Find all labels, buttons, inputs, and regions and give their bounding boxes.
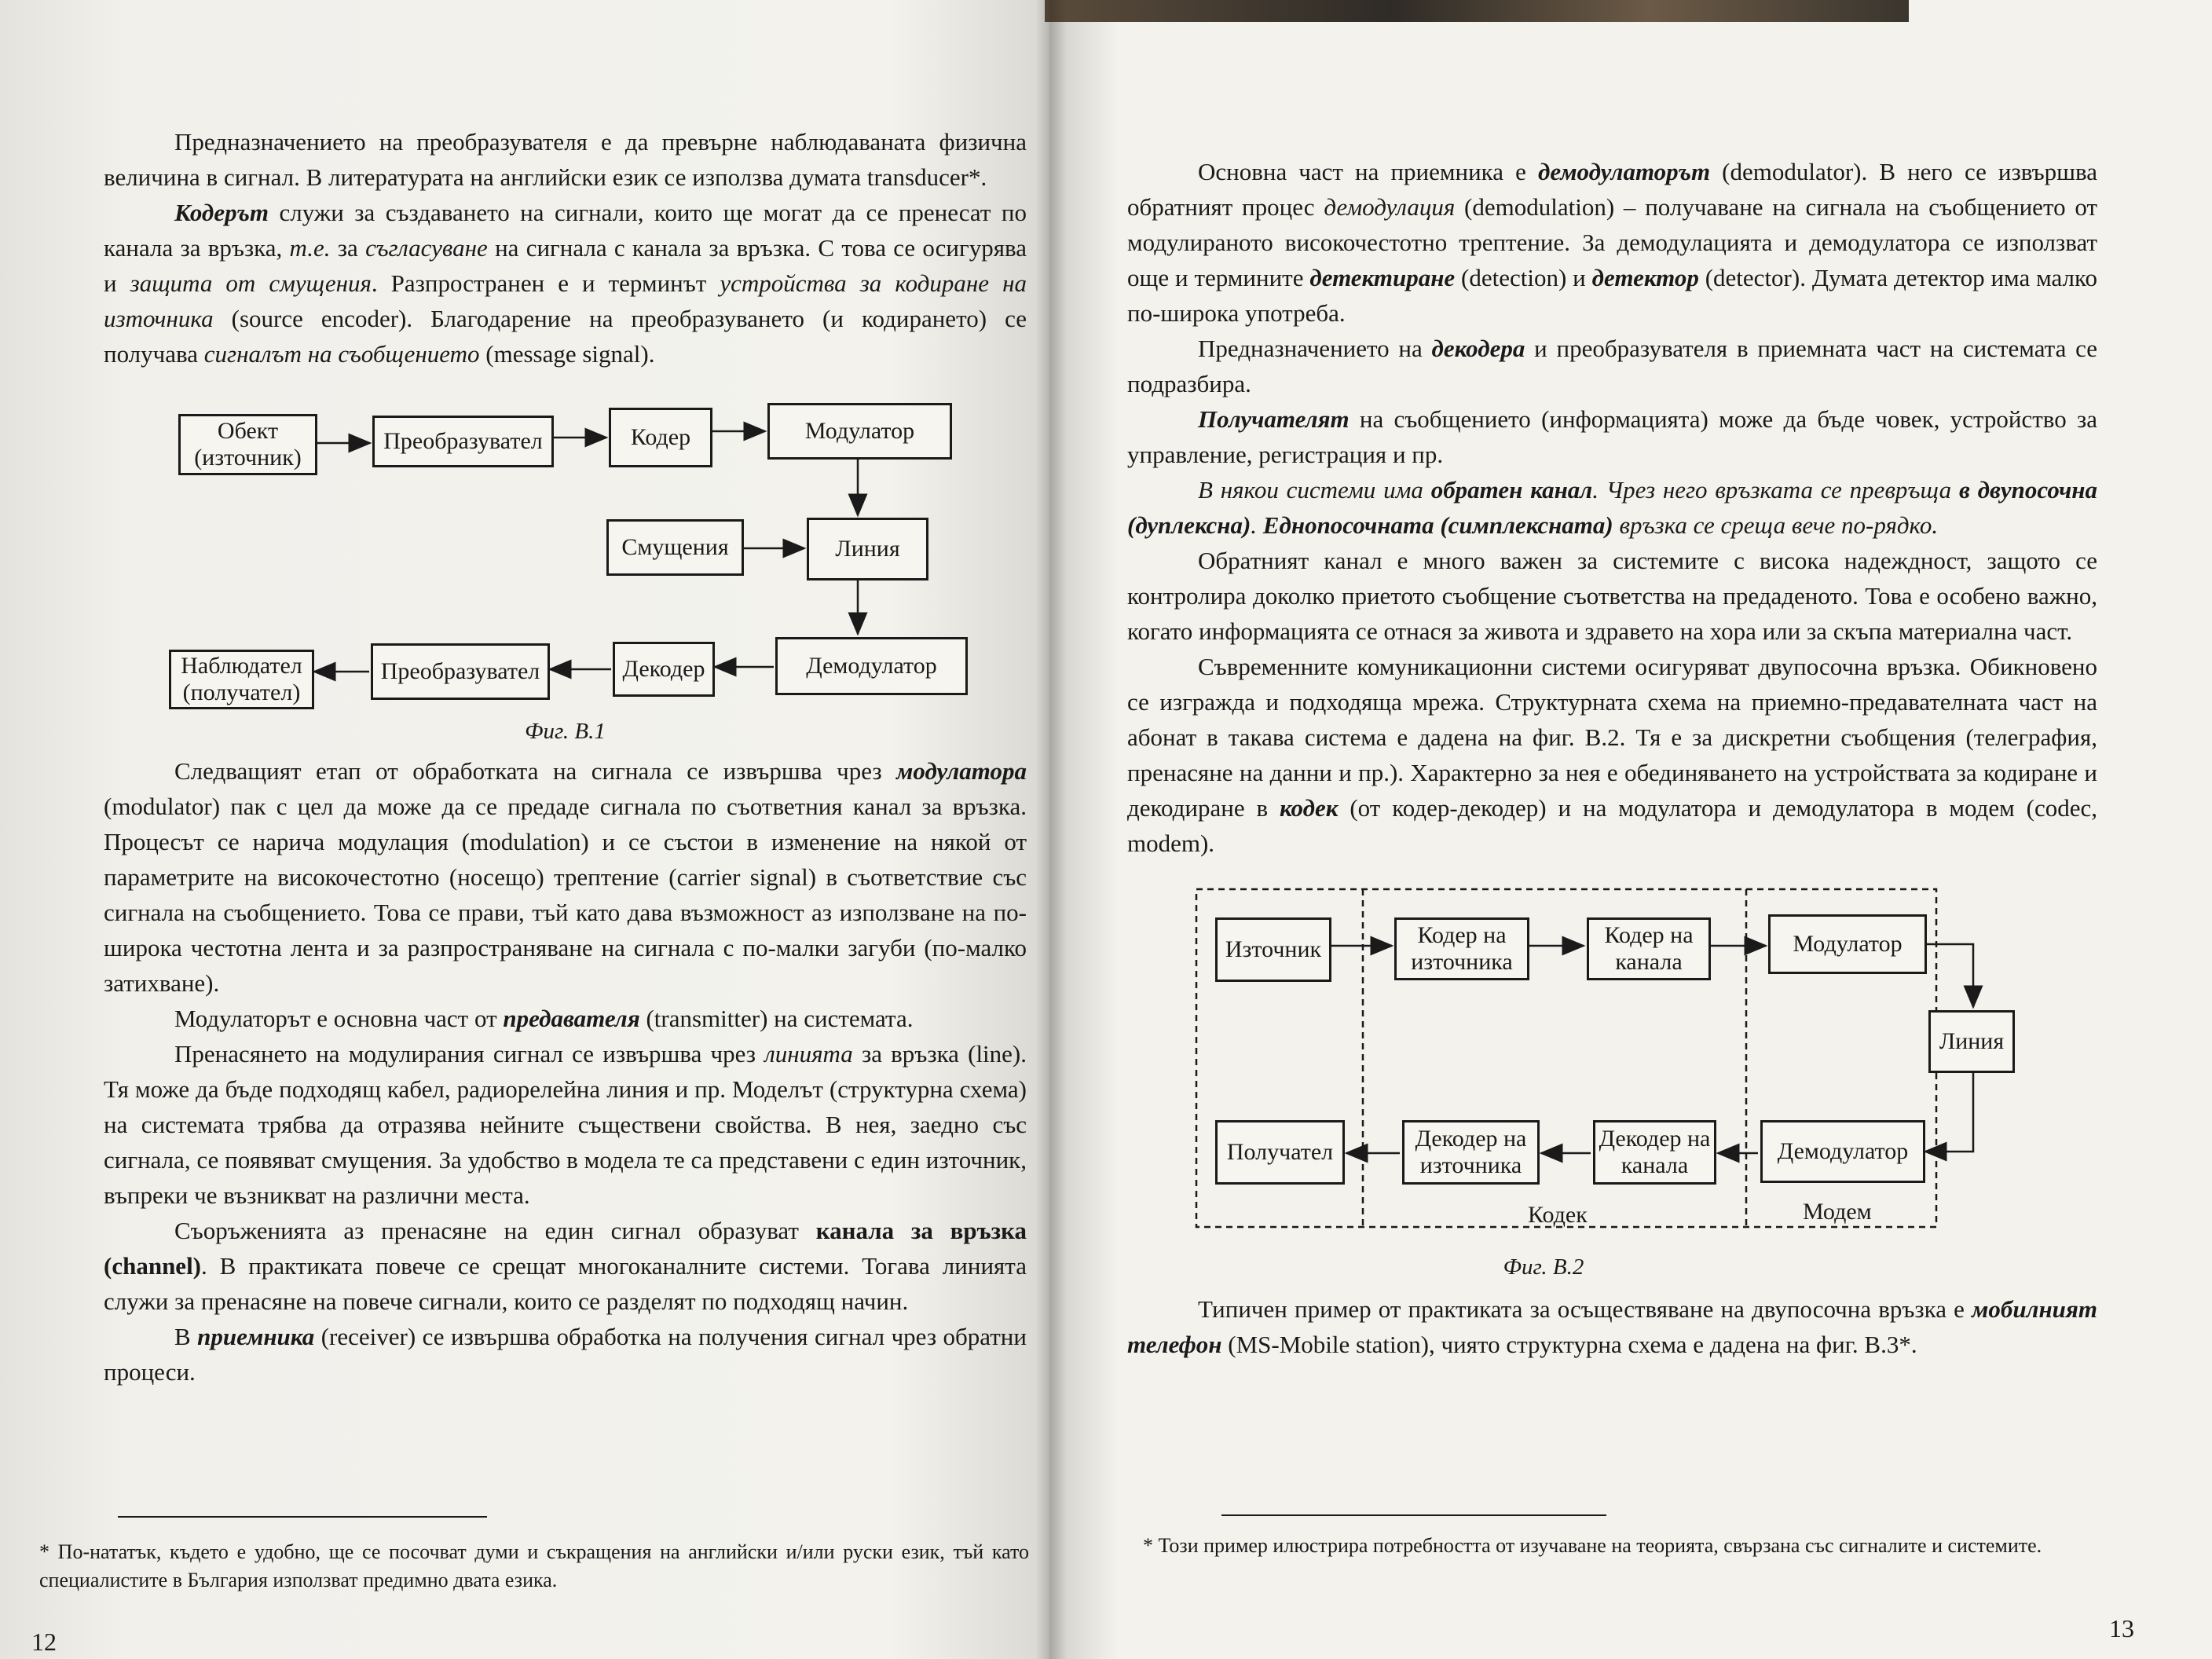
paragraph-modern-systems: Съвременните комуникационни системи осигуряват двупосочна връзка. Обикновено се изгражда и подходяща мрежа. Структурната схема на приемно-предавателната част на абонат в такава система е дадена на фиг. В.2. Тя е за дискретни съобщения (телеграфия, пренасяне на данни и пр.). Характерно за нея е обединяването на устройствата за кодиране и декодиране в кодек (от кодер-декодер) и на модулатора и демодулатора в модем (codec, modem). [1127, 653, 2098, 857]
paragraph-mobile-phone: Типичен пример от практиката за осъществяване на двупосочна връзка е мобилният телефон (MS-Mobile station), чиято структурна схема е дадена на фиг. В.3*. [1127, 1295, 2097, 1358]
box-disturbances: Смущения [606, 519, 744, 576]
box-source-coder: Кодер на източника [1394, 917, 1529, 980]
paragraph-decoder: Предназначението на декодера и преобразувателя в приемната част на системата се подразбира. [1127, 335, 2097, 397]
figure-b2-caption: Фиг. В.2 [1503, 1254, 1584, 1280]
paragraph-line: Пренасянето на модулирания сигнал се извършва чрез линията за връзка (line). Тя може да бъде подходящ кабел, радиорелейна линия и пр. Моделът (структурна схема) на системата трябва да отразява нейните съществени свойства. В нея, заедно със сигнала, се появяват смущения. За удобство в модела те са представени с един източник, въпреки че възникват на различни места. [104, 1040, 1027, 1209]
box-transducer-2: Преобразувател [371, 643, 550, 700]
box-line: Линия [807, 518, 928, 580]
figure-b1 [104, 384, 1027, 744]
box-demodulator-2: Демодулатор [1760, 1120, 1925, 1183]
box-line-2: Линия [1928, 1010, 2015, 1073]
box-observer-receiver: Наблюдател (получател) [169, 650, 314, 709]
paragraph-transmitter: Модулаторът е основна част от предавателя (transmitter) на системата. [174, 1005, 914, 1032]
paragraph-transducer: Предназначението на преобразувателя е да превърне наблюдаваната физична величина в сигнал. В литературата на английски език се използва думата transducer*. [104, 128, 1027, 191]
figure-b2 [1127, 884, 2097, 1285]
paragraph-feedback-channel: В някои системи има обратен канал. Чрез него връзката се превръща в двупосочна (дуплексна). Еднопосочната (симплексната) връзка се среща вече по-рядко. [1127, 476, 2098, 539]
box-channel-decoder: Декодер на канала [1593, 1120, 1716, 1185]
paragraph-recipient: Получателят на съобщението (информацията) може да бъде човек, устройство за управление, регистрация и пр. [1127, 405, 2097, 468]
box-coder: Кодер [609, 408, 712, 467]
left-page-number: 12 [31, 1628, 57, 1656]
left-footnote: * По-нататък, където е удобно, ще се посочват думи и съкращения на английски и/или руски език, тъй като специалистите в България използват предимно двата езика. [39, 1540, 1029, 1591]
paragraph-coder: Кодерът служи за създаването на сигнали, които ще могат да се пренесат по канала за връзка, т.е. за съгласуване на сигнала с канала за връзка. С това се осигурява и защита от смущения. Разпространен е и терминът устройства за кодиране на източника (source encoder). Благодарение на преобразуването (и кодирането) се получава сигналът на съобщението (message signal). [104, 199, 1027, 368]
box-object-source: Обект (източник) [178, 414, 317, 475]
label-codec: Кодек [1528, 1202, 1588, 1228]
box-source-decoder: Декодер на източника [1402, 1120, 1540, 1185]
box-demodulator: Демодулатор [775, 637, 968, 695]
book-spine [1035, 0, 1067, 1659]
left-footnote-rule [118, 1516, 487, 1518]
box-source: Източник [1215, 917, 1331, 982]
label-modem: Модем [1803, 1199, 1872, 1225]
paragraph-channel: Съоръженията аз пренасяне на един сигнал образуват канала за връзка (channel). В практиката повече се срещат многоканалните системи. Тогава линията служи за пренасяне на повече сигнали, които се разделят по подходящ начин. [104, 1217, 1027, 1315]
paragraph-reliability: Обратният канал е много важен за системите с висока надеждност, защото се контролира доколко приетото съобщение съответства на предаденото. Това е особено важно, когато информацията се отнася за живота и здравето на хора или за скъпа материална част. [1127, 547, 2097, 645]
right-page-number: 13 [2109, 1614, 2134, 1643]
left-page-text [104, 124, 1027, 1390]
right-footnote-rule [1221, 1514, 1606, 1516]
box-transducer-1: Преобразувател [372, 416, 554, 467]
paragraph-modulator: Следващият етап от обработката на сигнала се извършва чрез модулатора (modulator) пак с цел да може да се предаде сигнала по съответния канал за връзка. Процесът се нарича модулация (modulation) и се състои в изменение на някой от параметрите на високочестотно (носещо) трептение (carrier signal) в съответствие със сигнала на съобщението. Това се прави, тъй като дава възможност аз използване на по-широка честотна лента и за разпространяване на сигнала с по-малки загуби (по-малко затихване). [104, 757, 1027, 997]
background-book-strip [1045, 0, 1909, 22]
box-receiver-2: Получател [1215, 1120, 1345, 1185]
box-decoder: Декодер [613, 642, 715, 697]
right-footnote: * Този пример илюстрира потребността от изучаване на теорията, свързана със сигналите и системите. [1143, 1534, 2042, 1557]
box-modulator-2: Модулатор [1768, 914, 1927, 974]
paragraph-demodulator: Основна част на приемника е демодулаторът (demodulator). В него се извършва обратният процес демодулация (demodulation) – получаване на сигнала на съобщението от модулираното високочестотно трептение. За демодулацията и демодулатора се използват още и термините детектиране (detection) и детектор (detector). Думата детектор има малко по-широка употреба. [1127, 158, 2098, 327]
box-channel-coder: Кодер на канала [1587, 917, 1711, 980]
right-page-text [1127, 154, 2097, 1362]
paragraph-receiver: В приемника (receiver) се извършва обработка на получения сигнал чрез обратни процеси. [104, 1323, 1027, 1386]
figure-b1-caption: Фиг. В.1 [525, 719, 606, 744]
box-modulator: Модулатор [767, 403, 952, 460]
